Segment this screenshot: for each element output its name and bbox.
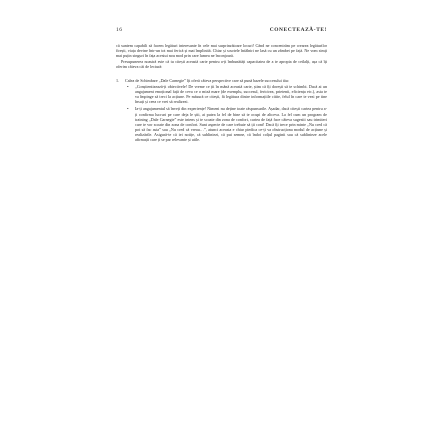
body-paragraph: că suntem capabili să facem legături interesante în cele mai surprinzătoare locuri! Când ne concentrăm pe crearea legăturilor firești, viața devine într-un tot mai ferică și mai împlinită. Chiar și scurtele întâlniri ne lasă cu un zâmbet pe față. Ne vom simți mai puțin singuri în fața acestui nou mod prin care lumea ne înconjoară. bbox=[116, 43, 327, 59]
list-item-text: Calea de Schimbare „Dale Carnegie” îți oferă câteva perspective care să pună bazele succesului tău: bbox=[125, 78, 289, 84]
bullet-icon: • bbox=[127, 106, 129, 112]
page-header bbox=[116, 27, 327, 33]
bullet-icon: • bbox=[127, 84, 129, 90]
sub-list-item bbox=[125, 84, 327, 104]
running-title: CONECTEAZĂ-TE! bbox=[269, 27, 327, 33]
sub-list-item-text: Ia-ți angajamentul să înveți din experiențe! Nimeni nu deține toate răspunsurile. Așadar, dacă citești cartea pentru a-ți confirma lucruri pe care deja le știi, ai putea la fel de bine să te ocupi de altceva. La fel cum un program de training „Dale Carnegie” este intens și te scoate din zona de confort, cartea de față face câteva sugestii sau trimiteri care te vor scoate din zona de confort. Sunt aspecte de care trebuie să ții cont! Dacă îți trece prin minte „Nu cred că pot să fac asta” sau „Nu cred că vreau…”, atunci aceasta e chiar piedica ce-ți va obstrucționa modul de acțiune și realizările. Asigură-te că iei notițe, că subliniezi, că pui semne, că îndoi colțul paginii sau că sublinieze acele afirmații care ți se par relevante și utile. bbox=[135, 106, 327, 142]
sub-list bbox=[125, 84, 327, 142]
page-number: 16 bbox=[116, 27, 123, 33]
sub-list-item bbox=[125, 106, 327, 141]
sub-list-item-text: „Conștientizează-ți obiectivele! De vreme ce ții în mână această carte, știm că îți dorești să te schimbi. Dacă ai un angajament emoțional față de ceva ce o miză mare (de exemplu, succesul, fericirea, prietenii, eficiența etc.), asta te va împinge să treci la acțiune. Pe măsură ce citești, fă legătura dintre informațiile citite, felul în care te vezi pe tine însuți și ceea ce vrei să realizezi. bbox=[135, 84, 327, 105]
list-marker: 1. bbox=[116, 78, 120, 84]
body-paragraph: Presupunerea noastră este că tu citești această carte pentru a-ți îmbunătăți capacitatea de a te apropia de ceilalți, așa că îți oferim câteva căi de lectură: bbox=[116, 59, 327, 70]
reading-paths-list bbox=[116, 78, 327, 142]
list-item bbox=[116, 78, 327, 142]
